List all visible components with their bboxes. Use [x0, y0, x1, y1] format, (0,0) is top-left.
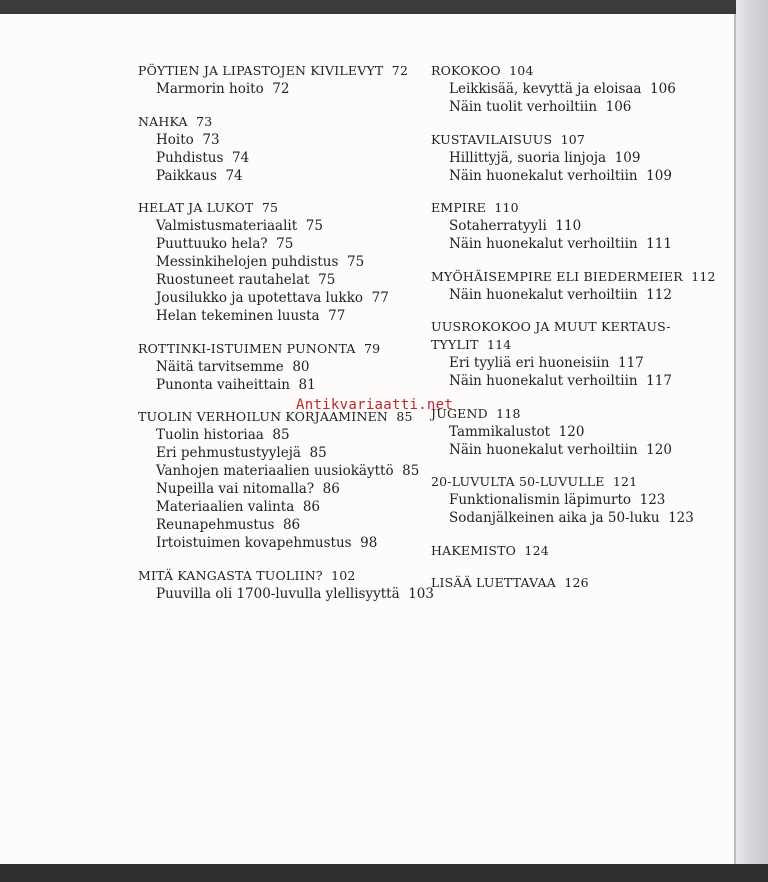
toc-entry: Leikkisää, kevyttä ja eloisaa 106	[449, 81, 676, 97]
toc-section-heading: NAHKA 73	[138, 113, 213, 129]
toc-entry: Näin huonekalut verhoiltiin 111	[449, 236, 672, 252]
toc-section-heading: TUOLIN VERHOILUN KORJAAMINEN 85	[138, 409, 413, 424]
toc-section	[431, 131, 731, 185]
toc-entry: Puhdistus 74	[156, 149, 250, 166]
toc-entry: Punonta vaiheittain 81	[156, 376, 316, 393]
toc-entry: Vanhojen materiaalien uusiokäyttö 85	[156, 463, 420, 479]
toc-entry: Hoito 73	[156, 131, 220, 148]
toc-entry: Tuolin historiaa 85	[156, 427, 290, 443]
toc-section-heading: 20-LUVULTA 50-LUVULLE 121	[431, 474, 638, 489]
toc-section	[138, 62, 428, 98]
watermark-text: Antikvariaatti.net	[296, 397, 454, 413]
toc-right-column	[431, 62, 731, 607]
toc-section	[431, 318, 731, 390]
toc-entry: Näin huonekalut verhoiltiin 117	[449, 373, 672, 389]
toc-section-heading: HAKEMISTO 124	[431, 542, 549, 558]
toc-entry: Helan tekeminen luusta 77	[156, 308, 346, 324]
toc-section	[138, 340, 428, 394]
toc-section	[431, 542, 731, 560]
toc-entry: Sodanjälkeinen aika ja 50-luku 123	[449, 510, 694, 526]
toc-section-heading: ROKOKOO 104	[431, 63, 534, 78]
toc-section-heading: MITÄ KANGASTA TUOLIIN? 102	[138, 567, 356, 583]
toc-section-heading: KUSTAVILAISUUS 107	[431, 131, 586, 147]
toc-entry: Eri pehmustustyylejä 85	[156, 445, 327, 461]
toc-entry: Puuttuuko hela? 75	[156, 236, 294, 252]
toc-section-heading: ROTTINKI-ISTUIMEN PUNONTA 79	[138, 340, 381, 356]
toc-section-heading: LISÄÄ LUETTAVAA 126	[431, 575, 589, 590]
toc-section	[431, 199, 731, 253]
toc-entry: Sotaherratyyli 110	[449, 218, 582, 234]
toc-entry: Irtoistuimen kovapehmustus 98	[156, 535, 378, 551]
toc-entry: Näin tuolit verhoiltiin 106	[449, 99, 632, 115]
toc-section-heading-continued: TYYLIT 114	[431, 337, 512, 352]
toc-section-heading: MYÖHÄISEMPIRE ELI BIEDERMEIER 112	[431, 268, 716, 284]
scan-border-right	[736, 0, 768, 882]
toc-entry: Näin huonekalut verhoiltiin 112	[449, 286, 672, 303]
toc-section	[138, 567, 434, 603]
toc-entry: Reunapehmustus 86	[156, 517, 301, 533]
toc-entry: Materiaalien valinta 86	[156, 499, 321, 515]
toc-entry: Hillittyjä, suoria linjoja 109	[449, 149, 641, 166]
toc-entry: Eri tyyliä eri huoneisiin 117	[449, 355, 644, 371]
toc-section-heading: JUGEND 118	[431, 405, 521, 421]
toc-entry: Paikkaus 74	[156, 167, 243, 184]
toc-section	[431, 473, 731, 527]
toc-entry: Nupeilla vai nitomalla? 86	[156, 481, 340, 497]
scan-border-top	[0, 0, 768, 14]
toc-entry: Valmistusmateriaalit 75	[156, 218, 323, 234]
scan-border-bottom	[0, 864, 768, 882]
toc-entry: Näitä tarvitsemme 80	[156, 358, 310, 375]
toc-entry: Marmorin hoito 72	[156, 81, 290, 97]
toc-section-heading: PÖYTIEN JA LIPASTOJEN KIVILEVYT 72	[138, 63, 409, 78]
toc-entry: Näin huonekalut verhoiltiin 109	[449, 167, 672, 184]
toc-section	[431, 268, 731, 304]
toc-entry: Puuvilla oli 1700-luvulla ylellisyyttä 103	[156, 585, 434, 602]
toc-section	[431, 62, 731, 116]
toc-entry: Funktionalismin läpimurto 123	[449, 492, 666, 508]
toc-section	[138, 199, 428, 325]
toc-section	[431, 405, 731, 459]
toc-section	[138, 113, 428, 185]
toc-entry: Jousilukko ja upotettava lukko 77	[156, 290, 389, 306]
toc-entry: Näin huonekalut verhoiltiin 120	[449, 441, 672, 458]
toc-section	[431, 574, 731, 592]
toc-entry: Ruostuneet rautahelat 75	[156, 272, 336, 288]
toc-entry: Messinkihelojen puhdistus 75	[156, 254, 365, 270]
toc-section-heading: HELAT JA LUKOT 75	[138, 200, 279, 215]
toc-section	[138, 408, 428, 552]
toc-section-heading: EMPIRE 110	[431, 200, 519, 215]
toc-section-heading: UUSROKOKOO JA MUUT KERTAUS-	[431, 319, 671, 334]
toc-entry: Tammikalustot 120	[449, 423, 585, 440]
book-page	[0, 14, 734, 864]
toc-left-column	[138, 62, 434, 617]
